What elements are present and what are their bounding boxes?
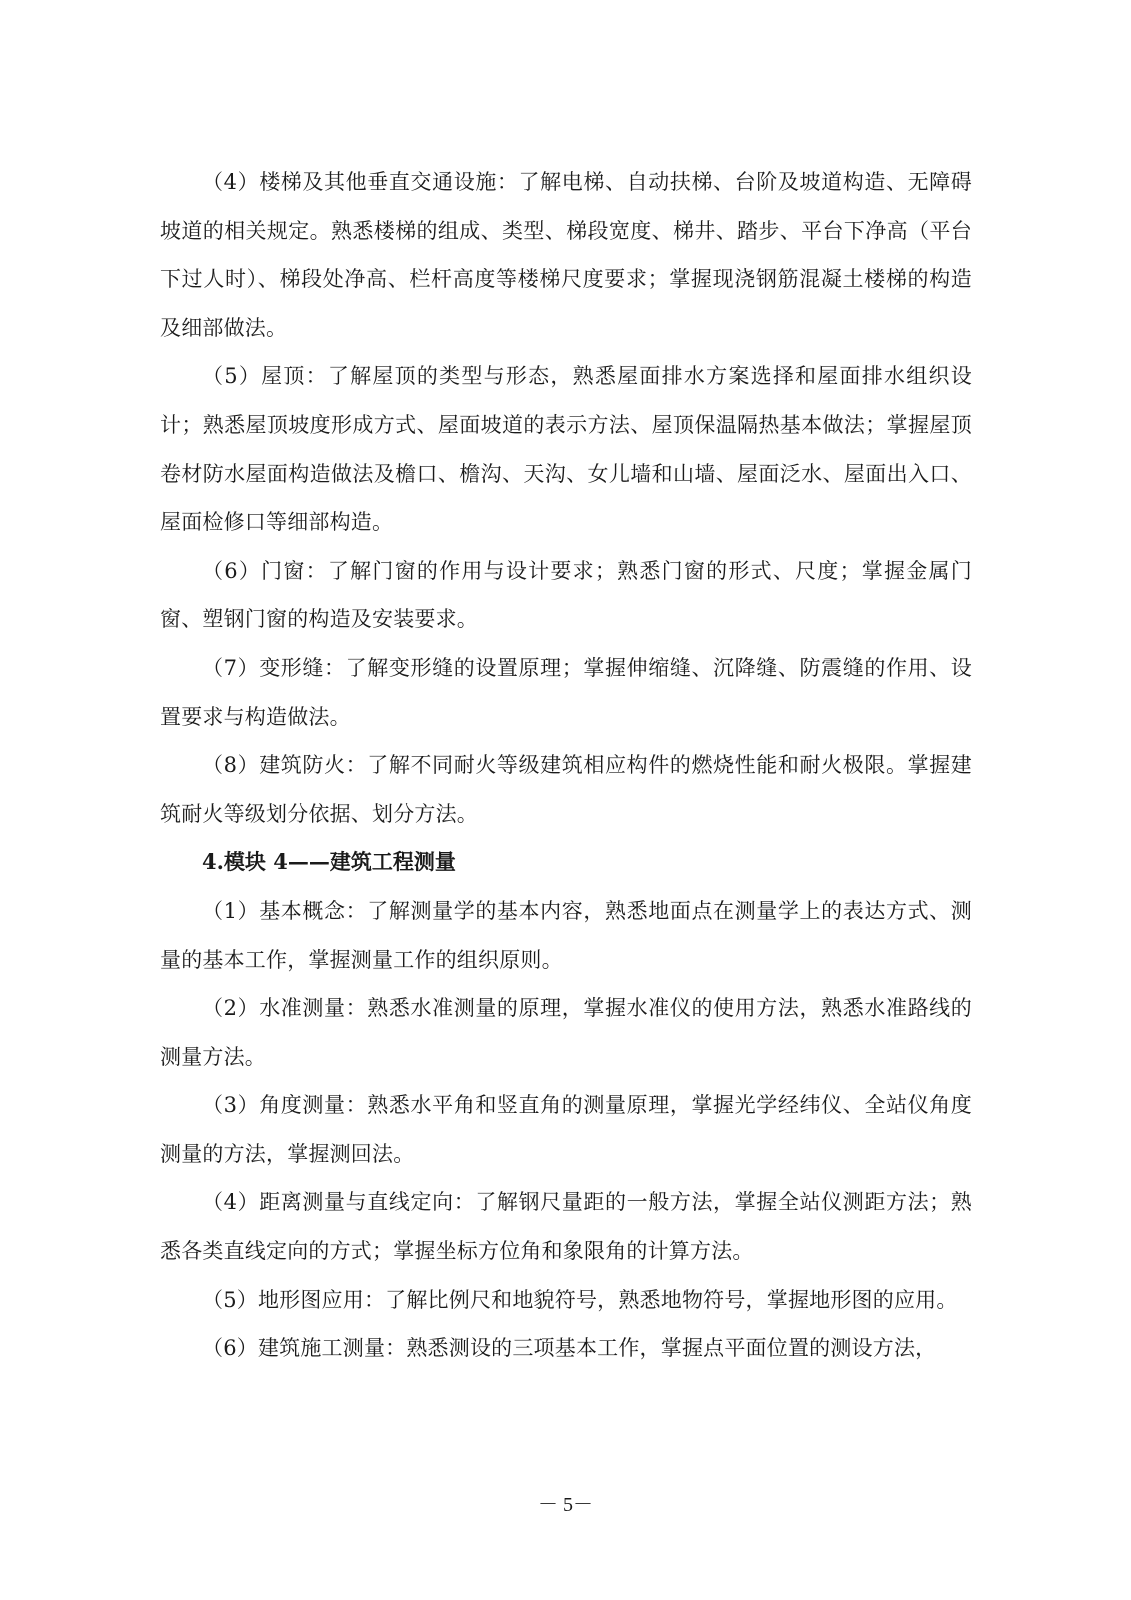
page-number: － 5－ (538, 1494, 593, 1516)
paragraph-distance-orientation: （4）距离测量与直线定向：了解钢尺量距的一般方法，掌握全站仪测距方法；熟悉各类直线定向的方式；掌握坐标方位角和象限角的计算方法。 (160, 1190, 972, 1264)
paragraph-construction-survey: （6）建筑施工测量：熟悉测设的三项基本工作，掌握点平面位置的测设方法， (202, 1336, 937, 1361)
paragraph-basic-concepts: （1）基本概念：了解测量学的基本内容，熟悉地面点在测量学上的表达方式、测量的基本工作，掌握测量工作的组织原则。 (160, 898, 972, 972)
paragraph-topographic-map: （5）地形图应用：了解比例尺和地貌符号，熟悉地物符号，掌握地形图的应用。 (202, 1287, 958, 1312)
section-heading-module-4: 4.模块 4——建筑工程测量 (202, 849, 456, 875)
paragraph-roof: （5）屋顶：了解屋顶的类型与形态，熟悉屋面排水方案选择和屋面排水组织设计；熟悉屋顶坡度形成方式、屋面坡道的表示方法、屋顶保温隔热基本做法；掌握屋顶卷材防水屋面构造做法及檐口、檐沟、天沟、女儿墙和山墙、屋面泛水、屋面出入口、屋面检修口等细部构造。 (160, 364, 972, 535)
document-body (160, 158, 972, 1373)
paragraph-angle-measurement: （3）角度测量：熟悉水平角和竖直角的测量原理，掌握光学经纬仪、全站仪角度测量的方法，掌握测回法。 (160, 1093, 972, 1166)
paragraph-leveling: （2）水准测量：熟悉水准测量的原理，掌握水准仪的使用方法，熟悉水准路线的测量方法。 (160, 996, 972, 1069)
paragraph-doors-windows: （6）门窗：了解门窗的作用与设计要求；熟悉门窗的形式、尺度；掌握金属门窗、塑钢门窗的构造及安装要求。 (160, 558, 972, 632)
paragraph-fire-protection: （8）建筑防火：了解不同耐火等级建筑相应构件的燃烧性能和耐火极限。掌握建筑耐火等级划分依据、划分方法。 (160, 753, 972, 826)
paragraph-stairs: （4）楼梯及其他垂直交通设施：了解电梯、自动扶梯、台阶及坡道构造、无障碍坡道的相关规定。熟悉楼梯的组成、类型、梯段宽度、梯井、踏步、平台下净高（平台下过人时）、梯段处净高、栏杆高度等楼梯尺度要求；掌握现浇钢筋混凝土楼梯的构造及细部做法。 (160, 170, 972, 340)
paragraph-deformation-joints: （7）变形缝：了解变形缝的设置原理；掌握伸缩缝、沉降缝、防震缝的作用、设置要求与构造做法。 (160, 655, 972, 729)
